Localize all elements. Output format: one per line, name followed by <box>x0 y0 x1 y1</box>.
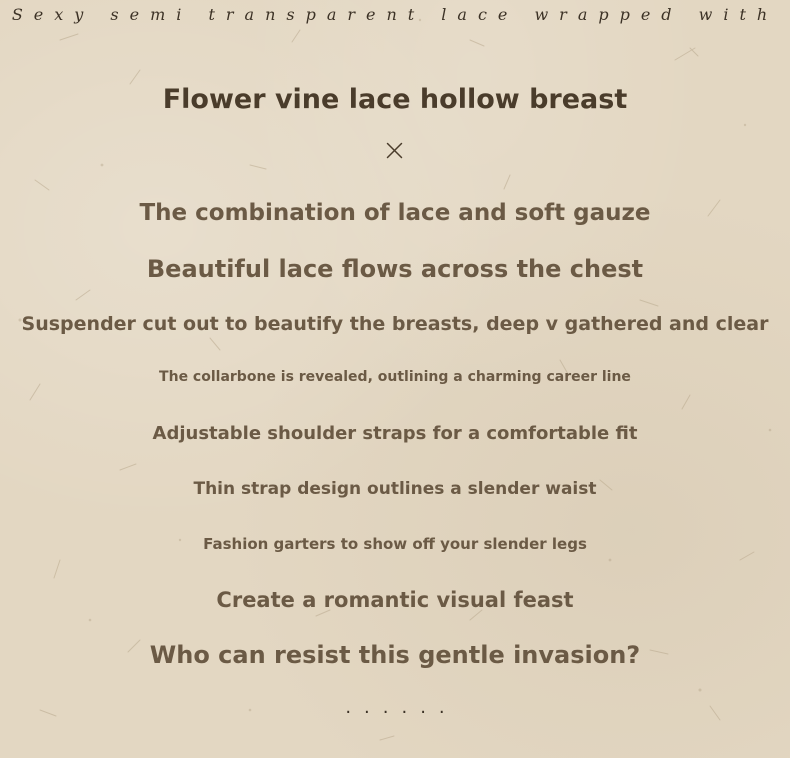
page-title: Flower vine lace hollow breast <box>162 84 628 115</box>
feature-line-lace-gauze: The combination of lace and soft gauze <box>139 200 651 226</box>
feature-line-garters: Fashion garters to show off your slender legs <box>203 535 587 553</box>
feature-line-visual-feast: Create a romantic visual feast <box>216 588 574 612</box>
feature-line-gentle-invasion: Who can resist this gentle invasion? <box>149 641 641 669</box>
feature-line-lace-chest: Beautiful lace flows across the chest <box>146 255 644 283</box>
tagline: Sexy semi transparent lace wrapped with <box>11 5 779 24</box>
close-icon <box>386 142 403 159</box>
feature-line-collarbone: The collarbone is revealed, outlining a charming career line <box>159 369 631 385</box>
feature-line-thin-strap: Thin strap design outlines a slender waist <box>193 479 597 499</box>
feature-line-suspender-cut: Suspender cut out to beautify the breasts, deep v gathered and clear <box>21 313 769 335</box>
feature-line-shoulder-straps: Adjustable shoulder straps for a comfortable fit <box>152 423 638 444</box>
ellipsis-dots: ...... <box>345 697 458 718</box>
